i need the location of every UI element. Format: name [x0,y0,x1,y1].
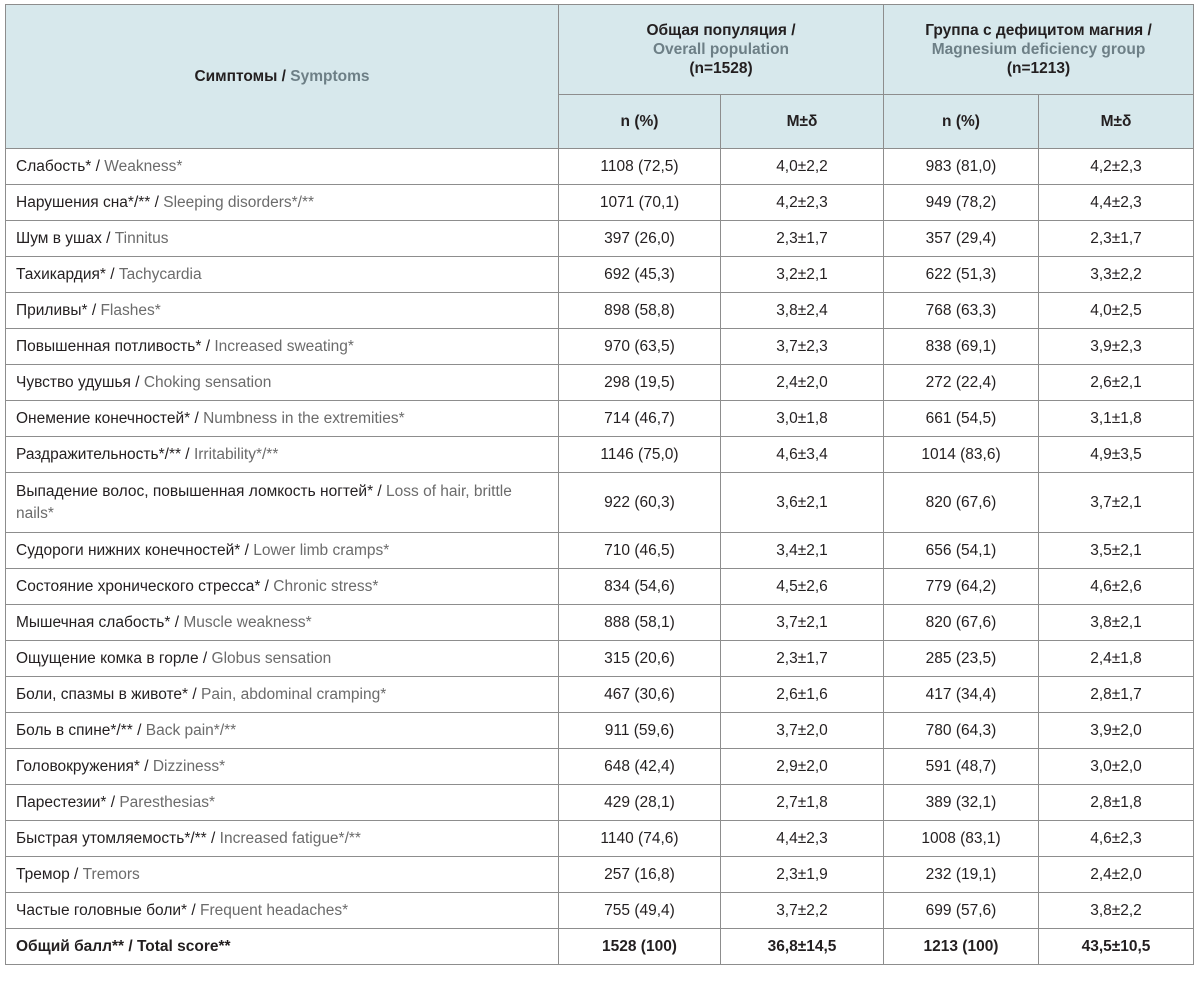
table-row [6,221,1194,257]
symptom-en: Frequent headaches* [199,901,349,919]
deficiency-n-percent-cell: 838 (69,1) [884,329,1039,365]
symptom-cell [6,149,559,185]
overall-n-percent-cell: 692 (45,3) [559,257,721,293]
header-group2-n: (n=1213) [1006,60,1071,77]
header-magnesium-group [884,5,1194,95]
overall-mean-sd-cell: 4,5±2,6 [721,569,884,605]
deficiency-n-percent-cell: 780 (64,3) [884,713,1039,749]
overall-n-percent-cell: 467 (30,6) [559,677,721,713]
symptom-ru: Нарушения сна*/** / [16,193,164,211]
overall-n-percent-cell: 710 (46,5) [559,533,721,569]
overall-n-percent-cell: 397 (26,0) [559,221,721,257]
deficiency-mean-sd-cell: 4,0±2,5 [1039,293,1194,329]
table-row [6,713,1194,749]
symptom-ru: Раздражительность*/** / [16,445,194,463]
symptom-en: Loss of hair, brittle nails* [16,482,512,522]
table-row [6,401,1194,437]
symptom-cell [6,641,559,677]
symptom-ru: Мышечная слабость* / [16,613,184,631]
deficiency-n-percent-cell: 285 (23,5) [884,641,1039,677]
deficiency-mean-sd-cell: 3,8±2,1 [1039,605,1194,641]
symptom-en: Sleeping disorders*/** [163,193,315,211]
symptom-cell [6,569,559,605]
symptom-cell [6,533,559,569]
table-row [6,473,1194,533]
symptom-en: Tachycardia [118,265,202,283]
deficiency-mean-sd-cell: 2,4±1,8 [1039,641,1194,677]
symptom-cell [6,929,559,965]
symptom-en: Muscle weakness* [183,613,312,631]
symptom-ru: Головокружения* / [16,757,153,775]
symptom-en: Tremors [82,865,140,883]
deficiency-mean-sd-cell: 3,3±2,2 [1039,257,1194,293]
symptom-ru: Боли, спазмы в животе* / [16,685,201,703]
deficiency-mean-sd-cell: 2,4±2,0 [1039,857,1194,893]
overall-n-percent-cell: 1140 (74,6) [559,821,721,857]
symptom-en: Increased sweating* [214,337,354,355]
deficiency-mean-sd-cell: 4,9±3,5 [1039,437,1194,473]
deficiency-mean-sd-cell: 2,3±1,7 [1039,221,1194,257]
header-group1-en: Overall population [652,41,790,58]
table-row [6,857,1194,893]
symptom-ru: Чувство удушья / [16,373,144,391]
deficiency-n-percent-cell: 768 (63,3) [884,293,1039,329]
symptom-en: Globus sensation [211,649,332,667]
deficiency-mean-sd-cell: 3,0±2,0 [1039,749,1194,785]
deficiency-n-percent-cell: 983 (81,0) [884,149,1039,185]
header-n-percent-2: n (%) [884,95,1039,149]
deficiency-mean-sd-cell: 3,5±2,1 [1039,533,1194,569]
deficiency-n-percent-cell: 656 (54,1) [884,533,1039,569]
symptom-ru: Судороги нижних конечностей* / [16,541,254,559]
deficiency-n-percent-cell: 272 (22,4) [884,365,1039,401]
symptom-en: Tinnitus [114,229,169,247]
table-row [6,605,1194,641]
overall-n-percent-cell: 1146 (75,0) [559,437,721,473]
table-row [6,257,1194,293]
symptom-ru: Онемение конечностей* / [16,409,204,427]
symptom-en: Total score** [136,937,231,955]
symptom-ru: Частые головные боли* / [16,901,200,919]
deficiency-n-percent-cell: 622 (51,3) [884,257,1039,293]
symptom-cell [6,821,559,857]
overall-mean-sd-cell: 2,3±1,7 [721,641,884,677]
overall-mean-sd-cell: 4,4±2,3 [721,821,884,857]
overall-n-percent-cell: 648 (42,4) [559,749,721,785]
header-symptoms-en: Symptoms [290,68,370,85]
table-row [6,185,1194,221]
deficiency-mean-sd-cell: 3,8±2,2 [1039,893,1194,929]
symptom-ru: Состояние хронического стресса* / [16,577,274,595]
overall-mean-sd-cell: 4,6±3,4 [721,437,884,473]
symptom-en: Dizziness* [152,757,226,775]
symptom-ru: Ощущение комка в горле / [16,649,212,667]
deficiency-mean-sd-cell: 4,6±2,6 [1039,569,1194,605]
symptom-en: Chronic stress* [273,577,379,595]
deficiency-mean-sd-cell: 2,8±1,8 [1039,785,1194,821]
table-row [6,785,1194,821]
overall-n-percent-cell: 898 (58,8) [559,293,721,329]
symptom-ru: Приливы* / [16,301,101,319]
overall-n-percent-cell: 922 (60,3) [559,473,721,533]
header-group2-ru: Группа с дефицитом магния / [925,22,1152,39]
symptom-en: Paresthesias* [119,793,215,811]
symptom-en: Numbness in the extremities* [203,409,405,427]
overall-mean-sd-cell: 3,7±2,3 [721,329,884,365]
deficiency-n-percent-cell: 699 (57,6) [884,893,1039,929]
deficiency-mean-sd-cell: 3,9±2,3 [1039,329,1194,365]
deficiency-n-percent-cell: 820 (67,6) [884,473,1039,533]
overall-mean-sd-cell: 3,0±1,8 [721,401,884,437]
table-body [6,149,1194,965]
symptom-cell [6,749,559,785]
deficiency-n-percent-cell: 949 (78,2) [884,185,1039,221]
symptom-cell [6,185,559,221]
overall-n-percent-cell: 970 (63,5) [559,329,721,365]
symptom-cell [6,221,559,257]
symptom-cell [6,437,559,473]
header-symptoms-ru: Симптомы [194,68,278,85]
symptom-cell [6,857,559,893]
overall-mean-sd-cell: 2,7±1,8 [721,785,884,821]
overall-mean-sd-cell: 3,8±2,4 [721,293,884,329]
deficiency-mean-sd-cell: 4,4±2,3 [1039,185,1194,221]
symptom-cell [6,401,559,437]
symptom-cell [6,293,559,329]
deficiency-n-percent-cell: 661 (54,5) [884,401,1039,437]
deficiency-n-percent-cell: 232 (19,1) [884,857,1039,893]
deficiency-n-percent-cell: 779 (64,2) [884,569,1039,605]
overall-n-percent-cell: 298 (19,5) [559,365,721,401]
overall-mean-sd-cell: 2,4±2,0 [721,365,884,401]
deficiency-mean-sd-cell: 4,2±2,3 [1039,149,1194,185]
symptom-cell [6,893,559,929]
overall-mean-sd-cell: 2,3±1,7 [721,221,884,257]
table-row [6,677,1194,713]
symptom-cell [6,365,559,401]
symptoms-table-container [5,4,1193,965]
overall-n-percent-cell: 429 (28,1) [559,785,721,821]
deficiency-n-percent-cell: 417 (34,4) [884,677,1039,713]
symptom-cell [6,713,559,749]
symptom-cell [6,785,559,821]
symptom-ru: Слабость* / [16,157,105,175]
overall-n-percent-cell: 1528 (100) [559,929,721,965]
symptom-ru: Выпадение волос, повышенная ломкость ногтей* / [16,482,387,500]
deficiency-mean-sd-cell: 3,1±1,8 [1039,401,1194,437]
table-header [6,5,1194,149]
symptom-en: Irritability*/** [193,445,279,463]
deficiency-n-percent-cell: 591 (48,7) [884,749,1039,785]
overall-n-percent-cell: 888 (58,1) [559,605,721,641]
table-row [6,821,1194,857]
symptom-cell [6,329,559,365]
overall-n-percent-cell: 257 (16,8) [559,857,721,893]
deficiency-mean-sd-cell: 3,9±2,0 [1039,713,1194,749]
deficiency-mean-sd-cell: 4,6±2,3 [1039,821,1194,857]
table-row [6,437,1194,473]
header-mean-sd-2: M±δ [1039,95,1194,149]
deficiency-n-percent-cell: 357 (29,4) [884,221,1039,257]
deficiency-mean-sd-cell: 2,6±2,1 [1039,365,1194,401]
overall-mean-sd-cell: 4,2±2,3 [721,185,884,221]
table-row [6,533,1194,569]
overall-n-percent-cell: 834 (54,6) [559,569,721,605]
header-overall-population [559,5,884,95]
overall-mean-sd-cell: 3,4±2,1 [721,533,884,569]
overall-mean-sd-cell: 3,7±2,1 [721,605,884,641]
symptoms-table [5,4,1194,965]
deficiency-mean-sd-cell: 2,8±1,7 [1039,677,1194,713]
table-row [6,149,1194,185]
deficiency-mean-sd-cell: 43,5±10,5 [1039,929,1194,965]
overall-mean-sd-cell: 2,3±1,9 [721,857,884,893]
header-group1-ru: Общая популяция / [646,22,796,39]
symptom-en: Back pain*/** [145,721,237,739]
deficiency-n-percent-cell: 1008 (83,1) [884,821,1039,857]
overall-n-percent-cell: 714 (46,7) [559,401,721,437]
overall-n-percent-cell: 911 (59,6) [559,713,721,749]
overall-mean-sd-cell: 2,9±2,0 [721,749,884,785]
header-mean-sd-1: M±δ [721,95,884,149]
symptom-ru: Боль в спине*/** / [16,721,146,739]
symptom-ru: Тремор / [16,865,83,883]
overall-n-percent-cell: 755 (49,4) [559,893,721,929]
deficiency-n-percent-cell: 820 (67,6) [884,605,1039,641]
header-group1-n: (n=1528) [689,60,753,77]
header-symptoms [6,5,559,149]
symptom-ru: Общий балл** / [16,937,137,955]
overall-mean-sd-cell: 4,0±2,2 [721,149,884,185]
header-row-groups [6,5,1194,95]
table-row [6,749,1194,785]
overall-n-percent-cell: 1071 (70,1) [559,185,721,221]
table-row [6,641,1194,677]
deficiency-n-percent-cell: 1014 (83,6) [884,437,1039,473]
symptom-en: Lower limb cramps* [253,541,390,559]
symptom-en: Pain, abdominal cramping* [200,685,387,703]
total-row [6,929,1194,965]
symptom-en: Flashes* [100,301,161,319]
table-row [6,329,1194,365]
symptom-en: Choking sensation [143,373,272,391]
symptom-ru: Шум в ушах / [16,229,115,247]
header-symptoms-sep: / [277,68,291,85]
symptom-ru: Парестезии* / [16,793,120,811]
deficiency-n-percent-cell: 389 (32,1) [884,785,1039,821]
overall-n-percent-cell: 1108 (72,5) [559,149,721,185]
overall-mean-sd-cell: 3,7±2,0 [721,713,884,749]
symptom-ru: Тахикардия* / [16,265,119,283]
header-n-percent-1: n (%) [559,95,721,149]
overall-mean-sd-cell: 3,2±2,1 [721,257,884,293]
overall-mean-sd-cell: 3,6±2,1 [721,473,884,533]
symptom-ru: Повышенная потливость* / [16,337,215,355]
symptom-en: Weakness* [104,157,183,175]
symptom-en: Increased fatigue*/** [219,829,361,847]
overall-n-percent-cell: 315 (20,6) [559,641,721,677]
table-row [6,569,1194,605]
table-row [6,893,1194,929]
table-row [6,293,1194,329]
deficiency-n-percent-cell: 1213 (100) [884,929,1039,965]
table-row [6,365,1194,401]
symptom-cell [6,677,559,713]
symptom-ru: Быстрая утомляемость*/** / [16,829,220,847]
overall-mean-sd-cell: 36,8±14,5 [721,929,884,965]
symptom-cell [6,257,559,293]
symptom-cell [6,473,559,533]
overall-mean-sd-cell: 3,7±2,2 [721,893,884,929]
overall-mean-sd-cell: 2,6±1,6 [721,677,884,713]
symptom-cell [6,605,559,641]
deficiency-mean-sd-cell: 3,7±2,1 [1039,473,1194,533]
header-group2-en: Magnesium deficiency group [931,41,1146,58]
